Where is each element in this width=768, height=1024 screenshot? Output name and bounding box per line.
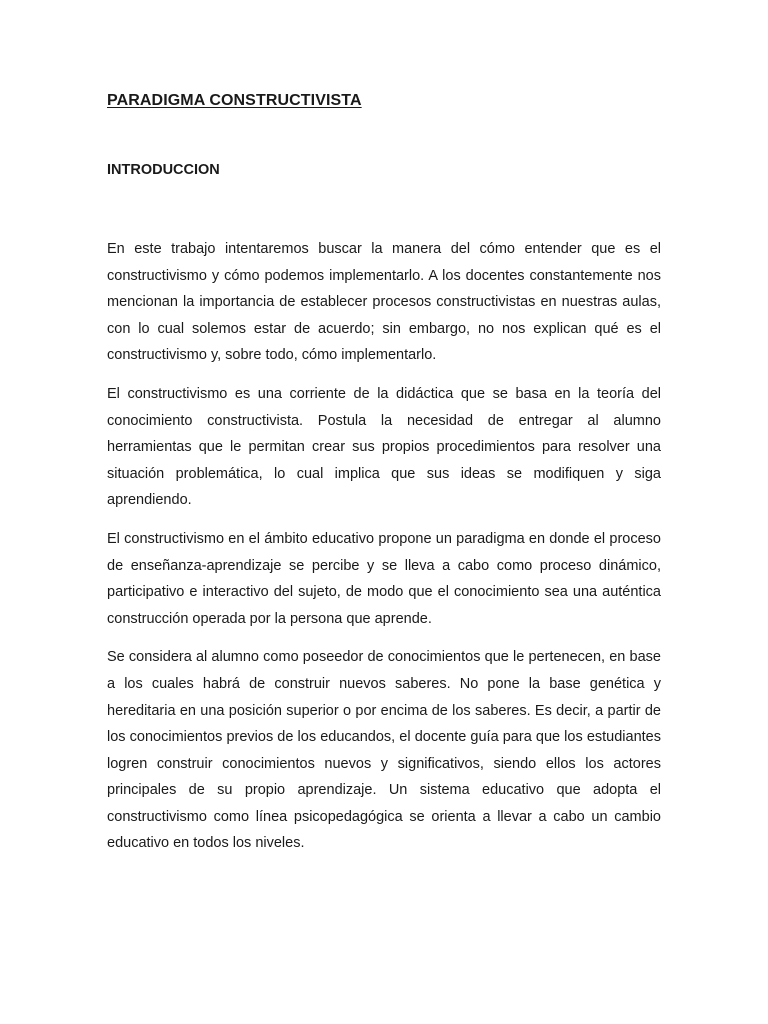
paragraph-2: El constructivismo es una corriente de la didáctica que se basa en la teoría del conocimiento constructivista. Postula la necesidad de entregar al alumno herramientas que le permitan crear sus propios procedimientos para resolver una situación problemática, lo cual implica que sus ideas se modifiquen y siga aprendiendo. [107,385,661,509]
paragraph-4: Se considera al alumno como poseedor de conocimientos que le pertenecen, en base a los cuales habrá de construir nuevos saberes. No pone la base genética y hereditaria en una posición superior o por encima de los saberes. Es decir, a partir de los conocimientos previos de los educandos, el docente guía para que los estudiantes logren construir conocimientos nuevos y significativos, siendo ellos los actores principales de su propio aprendizaje. Un sistema educativo que adopta el constructivismo como línea psicopedagógica se orienta a llevar a cabo un cambio educativo en todos los niveles. [107,649,661,852]
paragraph-3: El constructivismo en el ámbito educativo propone un paradigma en donde el proceso de enseñanza-aprendizaje se percibe y se lleva a cabo como proceso dinámico, participativo e interactivo del sujeto, de modo que el conocimiento sea una auténtica construcción operada por la persona que aprende. [107,530,661,627]
paragraph-1: En este trabajo intentaremos buscar la manera del cómo entender que es el constructivismo y cómo podemos implementarlo. A los docentes constantemente nos mencionan la importancia de establecer procesos constructivistas en nuestras aulas, con lo cual solemos estar de acuerdo; sin embargo, no nos explican qué es el constructivismo y, sobre todo, cómo implementarlo. [107,241,661,364]
section-heading: INTRODUCCION [107,162,220,178]
body-text [107,236,661,869]
document-title: PARADIGMA CONSTRUCTIVISTA [107,92,362,109]
